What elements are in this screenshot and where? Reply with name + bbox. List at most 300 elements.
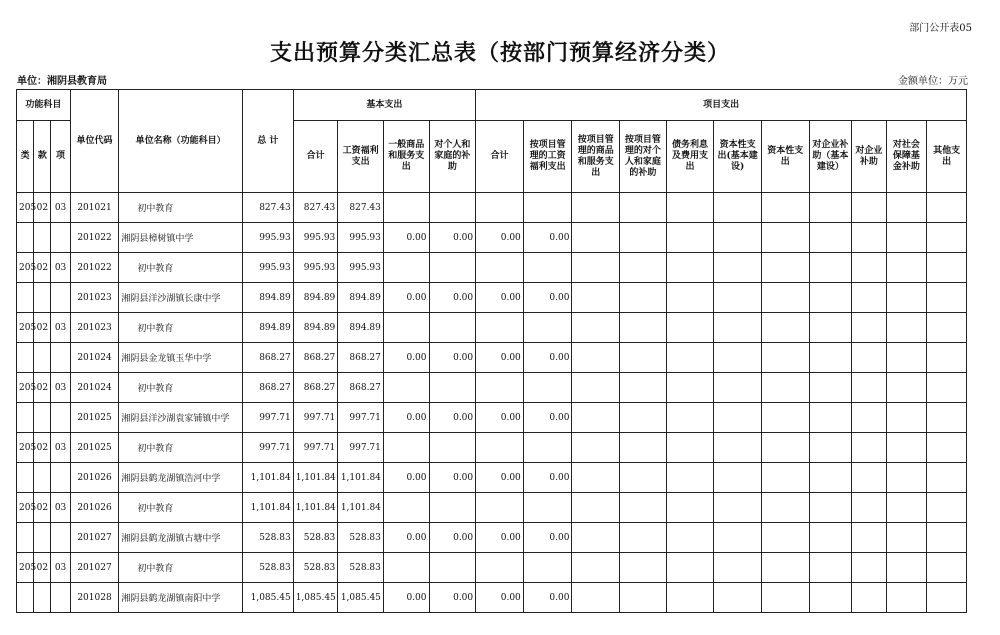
cell-basic-total: 868.27 bbox=[293, 373, 338, 403]
cell-total: 997.71 bbox=[243, 403, 294, 433]
cell-empty bbox=[886, 223, 927, 253]
cell-empty bbox=[572, 343, 620, 373]
cell-project-wage: 0.00 bbox=[523, 583, 572, 613]
cell-kuan: 02 bbox=[34, 313, 51, 343]
cell-basic-goods bbox=[383, 193, 429, 223]
cell-empty bbox=[852, 223, 886, 253]
cell-empty bbox=[761, 403, 809, 433]
cell-basic-wage: 1,101.84 bbox=[338, 493, 384, 523]
cell-basic-personal: 0.00 bbox=[429, 583, 476, 613]
cell-empty bbox=[666, 313, 714, 343]
cell-xiang bbox=[51, 583, 70, 613]
header-basic-col: 一般商品和服务支出 bbox=[383, 121, 429, 193]
cell-total: 528.83 bbox=[243, 553, 294, 583]
cell-empty bbox=[666, 193, 714, 223]
cell-empty bbox=[714, 253, 762, 283]
cell-empty bbox=[714, 493, 762, 523]
cell-basic-personal bbox=[429, 433, 476, 463]
cell-lei: 205 bbox=[17, 553, 34, 583]
cell-unit-code: 201026 bbox=[70, 463, 119, 493]
cell-basic-goods bbox=[383, 313, 429, 343]
cell-empty bbox=[666, 433, 714, 463]
cell-empty bbox=[620, 253, 667, 283]
cell-kuan: 02 bbox=[34, 373, 51, 403]
cell-empty bbox=[620, 553, 667, 583]
cell-empty bbox=[886, 583, 927, 613]
cell-xiang bbox=[51, 283, 70, 313]
cell-basic-total: 894.89 bbox=[293, 283, 338, 313]
cell-basic-goods: 0.00 bbox=[383, 523, 429, 553]
cell-empty bbox=[886, 523, 927, 553]
corner-label: 部门公开表05 bbox=[909, 23, 972, 34]
cell-xiang: 03 bbox=[51, 313, 70, 343]
cell-empty bbox=[666, 463, 714, 493]
cell-empty bbox=[572, 283, 620, 313]
cell-empty bbox=[927, 583, 967, 613]
cell-basic-wage: 1,085.45 bbox=[338, 583, 384, 613]
cell-empty bbox=[620, 403, 667, 433]
cell-unit-code: 201023 bbox=[70, 313, 119, 343]
cell-xiang: 03 bbox=[51, 193, 70, 223]
header-unit-code: 单位代码 bbox=[70, 90, 119, 193]
cell-empty bbox=[809, 523, 852, 553]
cell-unit-name: 湘阴县鹤龙湖镇古塘中学 bbox=[119, 523, 243, 553]
cell-project-wage: 0.00 bbox=[523, 403, 572, 433]
header-basic-col: 合计 bbox=[293, 121, 338, 193]
cell-kuan bbox=[34, 343, 51, 373]
cell-lei bbox=[17, 343, 34, 373]
cell-total: 827.43 bbox=[243, 193, 294, 223]
cell-empty bbox=[886, 283, 927, 313]
cell-total: 1,101.84 bbox=[243, 463, 294, 493]
cell-empty bbox=[572, 193, 620, 223]
cell-empty bbox=[852, 373, 886, 403]
cell-empty bbox=[927, 463, 967, 493]
cell-empty bbox=[761, 373, 809, 403]
cell-empty bbox=[666, 493, 714, 523]
cell-xiang: 03 bbox=[51, 553, 70, 583]
cell-basic-goods: 0.00 bbox=[383, 283, 429, 313]
cell-basic-personal: 0.00 bbox=[429, 343, 476, 373]
cell-project-wage: 0.00 bbox=[523, 223, 572, 253]
cell-empty bbox=[809, 313, 852, 343]
cell-lei bbox=[17, 283, 34, 313]
cell-basic-total: 997.71 bbox=[293, 433, 338, 463]
cell-empty bbox=[572, 373, 620, 403]
cell-empty bbox=[761, 523, 809, 553]
cell-xiang: 03 bbox=[51, 433, 70, 463]
cell-empty bbox=[620, 373, 667, 403]
cell-basic-personal bbox=[429, 193, 476, 223]
cell-project-total bbox=[476, 313, 524, 343]
cell-basic-personal: 0.00 bbox=[429, 523, 476, 553]
cell-empty bbox=[927, 433, 967, 463]
cell-basic-personal bbox=[429, 253, 476, 283]
cell-empty bbox=[852, 433, 886, 463]
cell-project-wage: 0.00 bbox=[523, 283, 572, 313]
cell-unit-code: 201028 bbox=[70, 583, 119, 613]
cell-empty bbox=[666, 553, 714, 583]
cell-empty bbox=[927, 373, 967, 403]
cell-lei bbox=[17, 463, 34, 493]
cell-empty bbox=[852, 193, 886, 223]
cell-lei: 205 bbox=[17, 193, 34, 223]
cell-empty bbox=[714, 283, 762, 313]
cell-empty bbox=[572, 523, 620, 553]
cell-empty bbox=[666, 223, 714, 253]
cell-project-wage bbox=[523, 373, 572, 403]
cell-kuan bbox=[34, 583, 51, 613]
cell-basic-wage: 894.89 bbox=[338, 313, 384, 343]
cell-empty bbox=[666, 523, 714, 553]
header-project-col: 合计 bbox=[476, 121, 524, 193]
cell-basic-total: 868.27 bbox=[293, 343, 338, 373]
cell-empty bbox=[572, 553, 620, 583]
cell-basic-wage: 995.93 bbox=[338, 253, 384, 283]
cell-basic-wage: 827.43 bbox=[338, 193, 384, 223]
cell-empty bbox=[852, 283, 886, 313]
amount-unit-label: 金额单位：万元 bbox=[898, 76, 968, 87]
header-project-col: 资本性支出(基本建设) bbox=[714, 121, 762, 193]
cell-basic-goods: 0.00 bbox=[383, 223, 429, 253]
header-project-col: 按项目管理的工资福利支出 bbox=[523, 121, 572, 193]
cell-lei: 205 bbox=[17, 313, 34, 343]
cell-empty bbox=[572, 463, 620, 493]
table-row bbox=[17, 553, 967, 583]
cell-empty bbox=[620, 343, 667, 373]
cell-project-wage bbox=[523, 553, 572, 583]
cell-empty bbox=[714, 373, 762, 403]
cell-empty bbox=[927, 343, 967, 373]
cell-lei: 205 bbox=[17, 433, 34, 463]
cell-empty bbox=[761, 463, 809, 493]
cell-basic-total: 1,085.45 bbox=[293, 583, 338, 613]
cell-empty bbox=[852, 343, 886, 373]
cell-basic-total: 995.93 bbox=[293, 253, 338, 283]
table-row bbox=[17, 433, 967, 463]
cell-empty bbox=[620, 433, 667, 463]
cell-empty bbox=[666, 583, 714, 613]
table-row bbox=[17, 373, 967, 403]
cell-basic-goods bbox=[383, 433, 429, 463]
cell-empty bbox=[886, 433, 927, 463]
table-row bbox=[17, 283, 967, 313]
cell-empty bbox=[761, 253, 809, 283]
cell-project-total: 0.00 bbox=[476, 343, 524, 373]
cell-kuan bbox=[34, 463, 51, 493]
cell-project-wage bbox=[523, 493, 572, 523]
cell-kuan: 02 bbox=[34, 493, 51, 523]
cell-xiang: 03 bbox=[51, 373, 70, 403]
cell-empty bbox=[927, 193, 967, 223]
cell-basic-wage: 997.71 bbox=[338, 433, 384, 463]
cell-empty bbox=[761, 193, 809, 223]
cell-kuan: 02 bbox=[34, 553, 51, 583]
cell-empty bbox=[620, 193, 667, 223]
cell-kuan: 02 bbox=[34, 433, 51, 463]
cell-empty bbox=[852, 463, 886, 493]
cell-project-total bbox=[476, 493, 524, 523]
cell-xiang bbox=[51, 403, 70, 433]
table-row bbox=[17, 193, 967, 223]
cell-empty bbox=[852, 493, 886, 523]
cell-empty bbox=[666, 373, 714, 403]
cell-project-total: 0.00 bbox=[476, 523, 524, 553]
cell-empty bbox=[714, 403, 762, 433]
table-row bbox=[17, 313, 967, 343]
cell-kuan: 02 bbox=[34, 253, 51, 283]
cell-total: 995.93 bbox=[243, 253, 294, 283]
cell-unit-code: 201022 bbox=[70, 223, 119, 253]
cell-kuan bbox=[34, 283, 51, 313]
cell-project-wage: 0.00 bbox=[523, 343, 572, 373]
cell-lei bbox=[17, 583, 34, 613]
cell-empty bbox=[620, 463, 667, 493]
cell-empty bbox=[666, 343, 714, 373]
cell-empty bbox=[809, 553, 852, 583]
header-kuan: 款 bbox=[34, 121, 51, 193]
header-basic-col: 工资福利支出 bbox=[338, 121, 384, 193]
page-title: 支出预算分类汇总表（按部门预算经济分类） bbox=[269, 40, 730, 66]
cell-empty bbox=[809, 463, 852, 493]
cell-basic-total: 894.89 bbox=[293, 313, 338, 343]
cell-empty bbox=[572, 583, 620, 613]
cell-unit-name: 初中教育 bbox=[119, 253, 243, 283]
cell-basic-wage: 868.27 bbox=[338, 343, 384, 373]
table-row bbox=[17, 403, 967, 433]
header-total: 总 计 bbox=[243, 90, 294, 193]
cell-empty bbox=[761, 283, 809, 313]
cell-total: 997.71 bbox=[243, 433, 294, 463]
table-row bbox=[17, 493, 967, 523]
header-project-col: 对企业补助（基本建设） bbox=[809, 121, 852, 193]
header-project-col: 按项目管理的对个人和家庭的补助 bbox=[620, 121, 667, 193]
cell-unit-code: 201027 bbox=[70, 523, 119, 553]
cell-empty bbox=[714, 523, 762, 553]
cell-basic-wage: 995.93 bbox=[338, 223, 384, 253]
cell-empty bbox=[809, 403, 852, 433]
cell-unit-name: 湘阴县鹤龙湖镇南阳中学 bbox=[119, 583, 243, 613]
cell-empty bbox=[714, 193, 762, 223]
cell-empty bbox=[886, 193, 927, 223]
cell-empty bbox=[666, 283, 714, 313]
cell-lei bbox=[17, 223, 34, 253]
table-row bbox=[17, 343, 967, 373]
header-project-col: 按项目管理的商品和服务支出 bbox=[572, 121, 620, 193]
cell-project-total: 0.00 bbox=[476, 223, 524, 253]
header-basic-group: 基本支出 bbox=[293, 90, 475, 121]
cell-lei: 205 bbox=[17, 373, 34, 403]
cell-empty bbox=[852, 313, 886, 343]
cell-total: 1,085.45 bbox=[243, 583, 294, 613]
unit-label: 单位：湘阴县教育局 bbox=[17, 76, 107, 87]
cell-basic-goods: 0.00 bbox=[383, 343, 429, 373]
cell-basic-total: 997.71 bbox=[293, 403, 338, 433]
cell-empty bbox=[927, 403, 967, 433]
cell-unit-code: 201024 bbox=[70, 373, 119, 403]
cell-empty bbox=[714, 463, 762, 493]
cell-unit-name: 初中教育 bbox=[119, 193, 243, 223]
cell-kuan: 02 bbox=[34, 193, 51, 223]
cell-basic-wage: 528.83 bbox=[338, 553, 384, 583]
cell-empty bbox=[620, 313, 667, 343]
cell-basic-goods bbox=[383, 493, 429, 523]
cell-total: 894.89 bbox=[243, 313, 294, 343]
cell-unit-name: 湘阴县洋沙湖镇长康中学 bbox=[119, 283, 243, 313]
cell-basic-total: 1,101.84 bbox=[293, 493, 338, 523]
cell-basic-goods: 0.00 bbox=[383, 463, 429, 493]
cell-project-total bbox=[476, 433, 524, 463]
cell-empty bbox=[761, 433, 809, 463]
cell-basic-personal bbox=[429, 313, 476, 343]
cell-unit-name: 初中教育 bbox=[119, 313, 243, 343]
cell-basic-total: 1,101.84 bbox=[293, 463, 338, 493]
cell-basic-goods bbox=[383, 373, 429, 403]
cell-empty bbox=[927, 283, 967, 313]
header-lei: 类 bbox=[17, 121, 34, 193]
cell-unit-name: 湘阴县洋沙湖袁家铺镇中学 bbox=[119, 403, 243, 433]
cell-project-total bbox=[476, 253, 524, 283]
cell-empty bbox=[927, 313, 967, 343]
cell-empty bbox=[761, 583, 809, 613]
cell-empty bbox=[809, 283, 852, 313]
cell-empty bbox=[809, 343, 852, 373]
cell-xiang bbox=[51, 343, 70, 373]
cell-lei bbox=[17, 403, 34, 433]
cell-unit-code: 201024 bbox=[70, 343, 119, 373]
cell-unit-name: 初中教育 bbox=[119, 493, 243, 523]
cell-lei: 205 bbox=[17, 493, 34, 523]
cell-empty bbox=[927, 523, 967, 553]
cell-unit-name: 初中教育 bbox=[119, 433, 243, 463]
cell-xiang bbox=[51, 463, 70, 493]
cell-basic-personal bbox=[429, 553, 476, 583]
cell-empty bbox=[620, 223, 667, 253]
cell-basic-total: 995.93 bbox=[293, 223, 338, 253]
cell-empty bbox=[620, 523, 667, 553]
cell-project-wage: 0.00 bbox=[523, 463, 572, 493]
cell-unit-code: 201025 bbox=[70, 433, 119, 463]
cell-xiang: 03 bbox=[51, 493, 70, 523]
cell-basic-goods: 0.00 bbox=[383, 403, 429, 433]
table-row bbox=[17, 463, 967, 493]
cell-unit-code: 201027 bbox=[70, 553, 119, 583]
header-project-col: 对社会保障基金补助 bbox=[886, 121, 927, 193]
cell-empty bbox=[714, 343, 762, 373]
cell-empty bbox=[620, 493, 667, 523]
cell-unit-code: 201021 bbox=[70, 193, 119, 223]
cell-empty bbox=[620, 283, 667, 313]
cell-empty bbox=[852, 523, 886, 553]
cell-empty bbox=[809, 433, 852, 463]
cell-total: 1,101.84 bbox=[243, 493, 294, 523]
cell-basic-goods bbox=[383, 553, 429, 583]
cell-unit-name: 湘阴县金龙镇玉华中学 bbox=[119, 343, 243, 373]
cell-basic-personal bbox=[429, 493, 476, 523]
cell-project-total: 0.00 bbox=[476, 463, 524, 493]
cell-unit-name: 初中教育 bbox=[119, 373, 243, 403]
cell-project-total bbox=[476, 193, 524, 223]
cell-unit-code: 201026 bbox=[70, 493, 119, 523]
cell-project-total: 0.00 bbox=[476, 583, 524, 613]
cell-empty bbox=[572, 493, 620, 523]
cell-basic-wage: 997.71 bbox=[338, 403, 384, 433]
table-row bbox=[17, 223, 967, 253]
table-row bbox=[17, 253, 967, 283]
cell-empty bbox=[761, 553, 809, 583]
cell-project-wage: 0.00 bbox=[523, 523, 572, 553]
cell-basic-goods: 0.00 bbox=[383, 583, 429, 613]
cell-empty bbox=[809, 583, 852, 613]
cell-total: 995.93 bbox=[243, 223, 294, 253]
cell-basic-total: 827.43 bbox=[293, 193, 338, 223]
table-row bbox=[17, 523, 967, 553]
cell-kuan bbox=[34, 523, 51, 553]
cell-empty bbox=[852, 583, 886, 613]
cell-empty bbox=[620, 583, 667, 613]
cell-basic-wage: 1,101.84 bbox=[338, 463, 384, 493]
cell-project-total bbox=[476, 553, 524, 583]
cell-empty bbox=[714, 433, 762, 463]
budget-table bbox=[16, 89, 967, 613]
cell-unit-name: 湘阴县鹤龙湖镇浩河中学 bbox=[119, 463, 243, 493]
cell-empty bbox=[809, 223, 852, 253]
cell-empty bbox=[761, 313, 809, 343]
cell-kuan bbox=[34, 223, 51, 253]
header-project-col: 对企业补助 bbox=[852, 121, 886, 193]
cell-empty bbox=[886, 253, 927, 283]
cell-empty bbox=[852, 253, 886, 283]
cell-unit-name: 湘阴县樟树镇中学 bbox=[119, 223, 243, 253]
cell-empty bbox=[886, 343, 927, 373]
cell-total: 868.27 bbox=[243, 373, 294, 403]
cell-empty bbox=[666, 403, 714, 433]
cell-empty bbox=[809, 193, 852, 223]
cell-empty bbox=[886, 373, 927, 403]
cell-empty bbox=[572, 433, 620, 463]
cell-empty bbox=[714, 583, 762, 613]
cell-empty bbox=[852, 403, 886, 433]
cell-basic-total: 528.83 bbox=[293, 553, 338, 583]
cell-xiang: 03 bbox=[51, 253, 70, 283]
cell-project-wage bbox=[523, 433, 572, 463]
cell-unit-name: 初中教育 bbox=[119, 553, 243, 583]
cell-project-wage bbox=[523, 193, 572, 223]
cell-total: 868.27 bbox=[243, 343, 294, 373]
cell-kuan bbox=[34, 403, 51, 433]
header-project-col: 债务利息及费用支出 bbox=[666, 121, 714, 193]
cell-basic-wage: 868.27 bbox=[338, 373, 384, 403]
header-project-col: 其他支出 bbox=[927, 121, 967, 193]
cell-basic-total: 528.83 bbox=[293, 523, 338, 553]
cell-project-total: 0.00 bbox=[476, 403, 524, 433]
cell-basic-personal: 0.00 bbox=[429, 403, 476, 433]
header-unit-name: 单位名称（功能科目） bbox=[119, 90, 243, 193]
cell-empty bbox=[886, 463, 927, 493]
cell-empty bbox=[761, 493, 809, 523]
cell-empty bbox=[714, 553, 762, 583]
cell-empty bbox=[927, 493, 967, 523]
cell-basic-wage: 894.89 bbox=[338, 283, 384, 313]
cell-xiang bbox=[51, 223, 70, 253]
cell-empty bbox=[572, 223, 620, 253]
cell-empty bbox=[852, 553, 886, 583]
header-xiang: 项 bbox=[51, 121, 70, 193]
cell-project-wage bbox=[523, 313, 572, 343]
cell-unit-code: 201023 bbox=[70, 283, 119, 313]
cell-total: 894.89 bbox=[243, 283, 294, 313]
cell-basic-personal: 0.00 bbox=[429, 223, 476, 253]
